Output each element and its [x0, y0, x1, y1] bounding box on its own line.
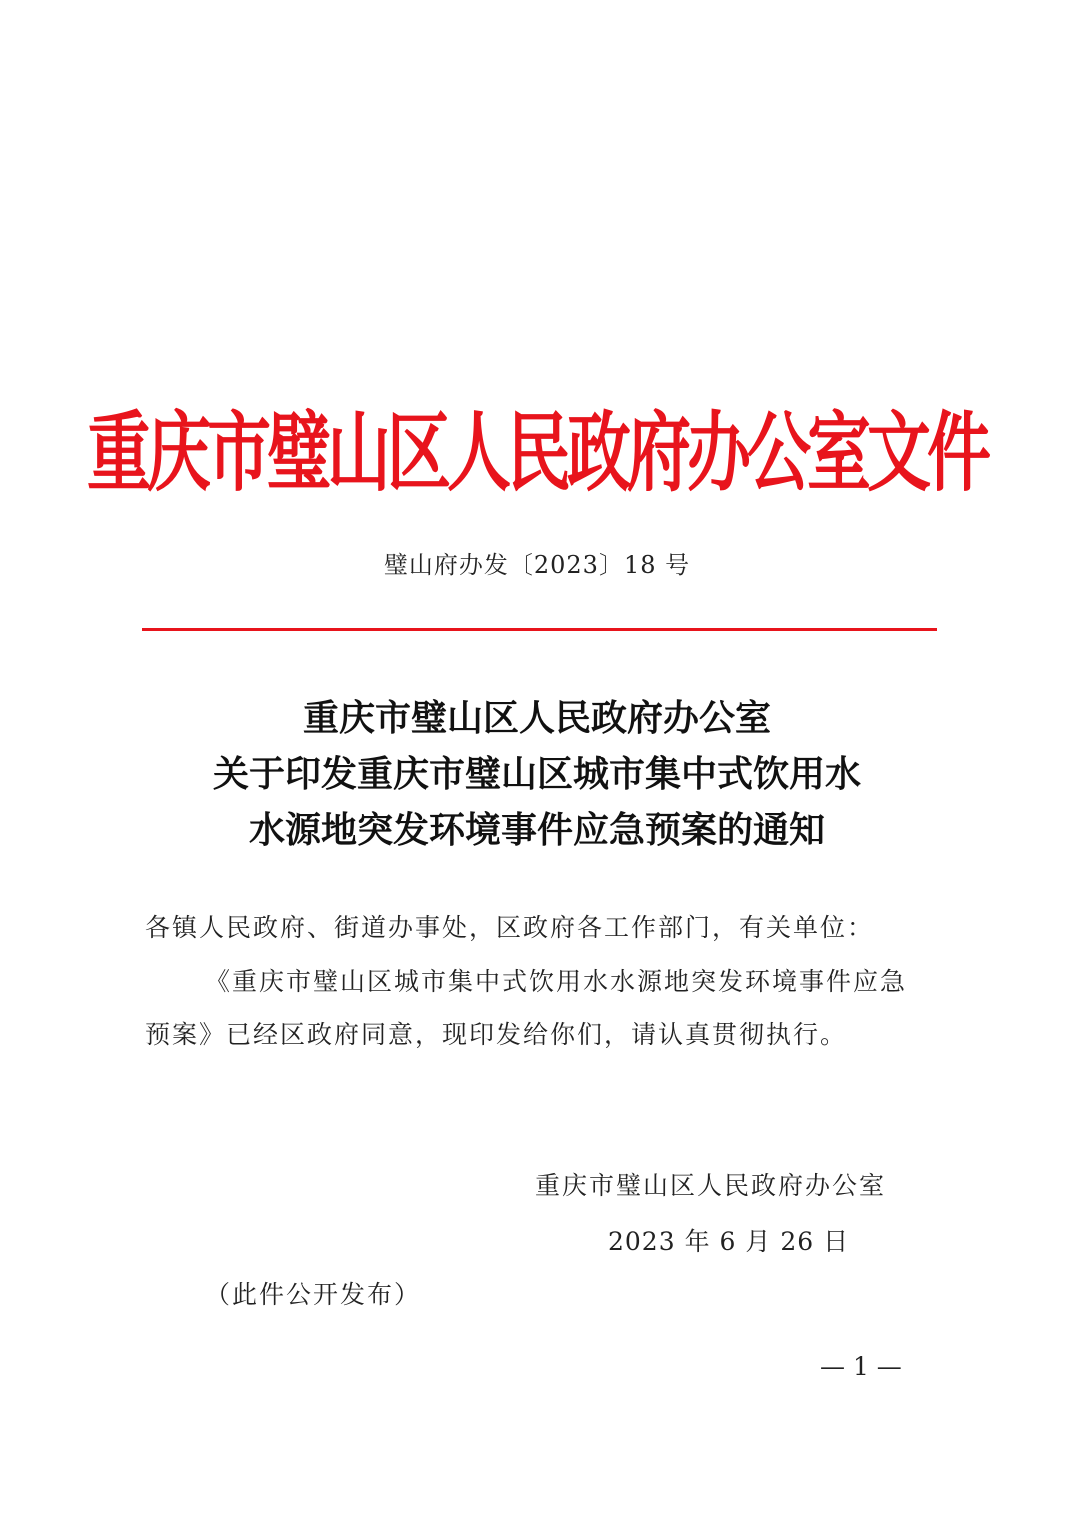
body-paragraph-line: 《重庆市璧山区城市集中式饮用水水源地突发环境事件应急 [205, 967, 908, 996]
public-release-note: （此件公开发布） [205, 1280, 422, 1309]
addressee-line: 各镇人民政府、街道办事处，区政府各工作部门，有关单位： [145, 913, 875, 942]
red-divider-line [142, 628, 937, 631]
masthead-title: 重庆市璧山区人民政府办公室文件 [87, 404, 987, 505]
title-line: 重庆市璧山区人民政府办公室 [302, 697, 771, 739]
page-number: — 1 — [820, 1352, 902, 1381]
notice-title [0, 690, 1074, 858]
issuer-signature: 重庆市璧山区人民政府办公室 [535, 1171, 887, 1200]
document-number: 璧山府办发〔2023〕18 号 [383, 551, 691, 579]
title-line: 水源地突发环境事件应急预案的通知 [248, 809, 825, 851]
body-paragraph-line: 预案》已经区政府同意，现印发给你们，请认真贯彻执行。 [145, 1020, 848, 1049]
title-line: 关于印发重庆市璧山区城市集中式饮用水 [212, 753, 861, 795]
issue-date: 2023 年 6 月 26 日 [608, 1227, 850, 1256]
